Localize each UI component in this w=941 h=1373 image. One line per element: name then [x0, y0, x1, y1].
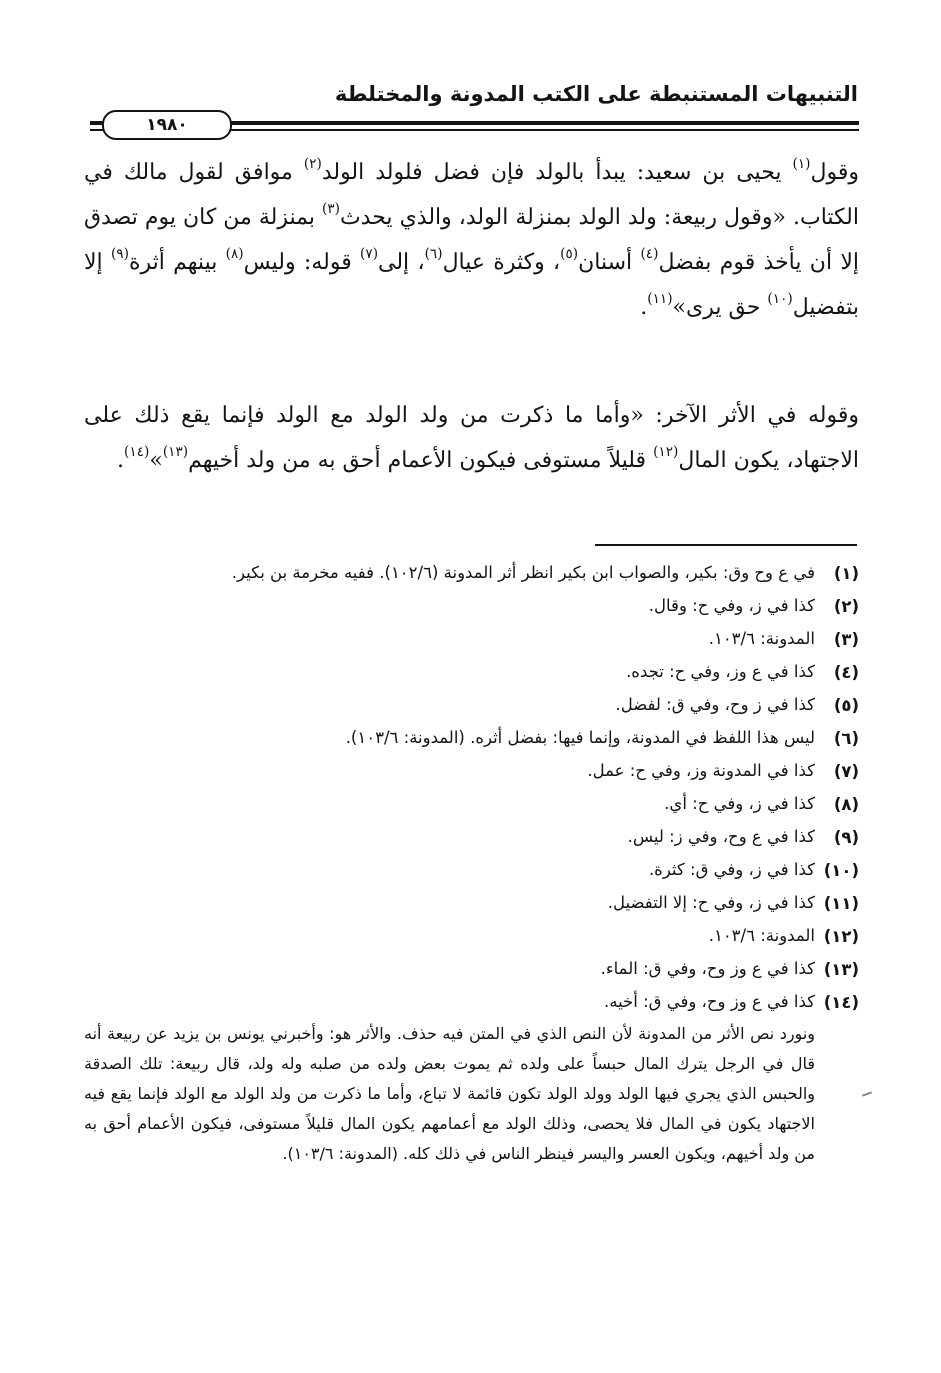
paragraph-1-text-run: .: [640, 295, 648, 320]
margin-mark: [862, 1091, 872, 1096]
paragraph-2-text-run: قليلاً مستوفى فيكون الأعمام أحق به من ولد أخيهم: [188, 448, 654, 473]
paragraph-1-footnote-ref: (١٠): [767, 291, 793, 308]
paragraph-2-footnote-ref: (١٢): [653, 444, 679, 461]
footnote-text: كذا في ع وز، وفي ح: تجده.: [626, 662, 815, 681]
paragraph-1-text-run: موافق لقول مالك في الكتاب. «وقول ربيعة: ولد الولد بمنزلة الولد، والذي يحدث: [84, 160, 860, 230]
footnote-number: (٦): [833, 729, 859, 748]
paragraph-2-text-run: »: [149, 448, 163, 473]
paragraph-1-footnote-ref: (١): [792, 156, 811, 173]
body-paragraph-1-text: [84, 150, 859, 330]
footnote-item: [84, 920, 859, 953]
paragraph-1-footnote-ref: (٤): [640, 246, 659, 263]
footnote-number: (٥): [833, 696, 859, 715]
paragraph-1-text-run: قوله: وليس: [243, 250, 361, 275]
footnote-number: (٣): [833, 630, 859, 649]
footnote-item: [84, 656, 859, 689]
paragraph-1-text-run: ، وكثرة عيال: [442, 250, 561, 275]
footnote-text: في ع وح وق: بكير، والصواب ابن بكير انظر أثر المدونة (١٠٢/٦). ففيه مخرمة بن بكير.: [231, 563, 815, 582]
footnote-text: كذا في ع وز وح، وفي ق: الماء.: [600, 959, 815, 978]
footnote-number: (١٣): [823, 960, 859, 979]
body-paragraph-2-text: [84, 393, 859, 483]
footnote-text: كذا في ع وز وح، وفي ق: أخيه.: [603, 992, 815, 1011]
running-header-title: التنبيهات المستنبطة على الكتب المدونة والمختلطة: [334, 82, 858, 106]
footnote-item: [84, 557, 859, 590]
paragraph-1-footnote-ref: (٦): [424, 246, 443, 263]
footnote-item: [84, 854, 859, 887]
footnote-text: المدونة: ١٠٣/٦.: [708, 926, 815, 945]
footnote-separator: [595, 544, 857, 546]
paragraph-2-text-run: وقوله في الأثر الآخر: «وأما ما ذكرت من ولد الولد مع الولد فإنما يقع ذلك على الاجتهاد، يكون المال: [84, 403, 859, 473]
footnote-number: (٨): [833, 795, 859, 814]
footnote-number: (٧): [833, 762, 859, 781]
paragraph-1-footnote-ref: (٩): [110, 246, 129, 263]
footnote-text: كذا في المدونة وز، وفي ح: عمل.: [587, 761, 815, 780]
body-paragraph-1: [84, 150, 859, 330]
footnote-number: (١٤): [823, 993, 859, 1012]
footnote-number: (١): [833, 564, 859, 583]
footnote-item: [84, 953, 859, 986]
paragraph-1-text-run: بينهم أثرة: [128, 250, 226, 275]
footnote-item: [84, 821, 859, 854]
paragraph-2-footnote-ref: (١٤): [124, 444, 150, 461]
footnote-item: [84, 689, 859, 722]
footnote-number: (٩): [833, 828, 859, 847]
paragraph-1-text-run: أسنان: [578, 250, 641, 275]
paragraph-1-footnote-ref: (٧): [360, 246, 379, 263]
footnote-text: ليس هذا اللفظ في المدونة، وإنما فيها: بفضل أثره. (المدونة: ١٠٣/٦).: [345, 728, 815, 747]
footnote-text: كذا في ز، وفي ح: إلا التفضيل.: [607, 893, 815, 912]
paragraph-2-footnote-ref: (١٣): [162, 444, 189, 461]
footnote-text: المدونة: ١٠٣/٦.: [708, 629, 815, 648]
footnote-text: كذا في ز وح، وفي ق: لفضل.: [615, 695, 815, 714]
footnote-number: (٤): [833, 663, 859, 682]
footnote-text: كذا في ز، وفي ق: كثرة.: [648, 860, 815, 879]
paragraph-1-text-run: بمنزلة من كان يوم تصدق إلا أن يأخذ قوم بفضل: [84, 205, 860, 275]
paragraph-1-text-run: يحيى بن سعيد: يبدأ بالولد فإن فضل فلولد الولد: [321, 160, 793, 185]
footnote-item: [84, 722, 859, 755]
paragraph-1-footnote-ref: (٣): [321, 201, 340, 218]
paragraph-1-footnote-ref: (٨): [225, 246, 244, 263]
footnote-item: [84, 788, 859, 821]
footnotes-section: [84, 557, 859, 1169]
paragraph-2-text-run: .: [117, 448, 125, 473]
footnote-number: (١٢): [823, 927, 859, 946]
paragraph-1-text-run: ، إلى: [378, 250, 425, 275]
footnote-item: [84, 887, 859, 920]
footnote-number: (١٠): [823, 861, 859, 880]
paragraph-1-footnote-ref: (٢): [303, 156, 322, 173]
page-number-badge: ١٩٨٠: [102, 110, 232, 140]
footnote-14-continuation: ونورد نص الأثر من المدونة لأن النص الذي في المتن فيه حذف. والأثر هو: وأخبرني يونس بن يزيد عن ربيعة أنه قال في الرجل يترك المال حبساً على ولده ثم يموت بعض ولده من صلبه وله ولد، قال ربيعة: تلك الصدقة والحبس الذي يجري فيها الولد وولد الولد تكون قائمة لا تباع، وأما ما ذكرت من ولد الولد مع الولد فإنما يقع فيه الاجتهاد يكون في المال فلا يحصى، وذلك الولد مع أعمامهم يكون المال قليلاً مستوفى، فيكون الأعمام أحق به من ولد أخيهم، ويكون العسر واليسر فينظر الناس في ذلك كله. (المدونة: ١٠٣/٦).: [84, 1024, 815, 1163]
footnote-text: كذا في ز، وفي ح: وقال.: [648, 596, 815, 615]
body-paragraph-2: [84, 393, 859, 483]
footnote-number: (٢): [833, 597, 859, 616]
footnote-item: [84, 986, 859, 1019]
footnote-text: كذا في ع وح، وفي ز: ليس.: [627, 827, 815, 846]
footnote-list: [84, 557, 859, 1019]
paragraph-1-footnote-ref: (١١): [647, 291, 673, 308]
footnote-item: [84, 590, 859, 623]
footnote-item: [84, 755, 859, 788]
footnote-text: كذا في ز، وفي ح: أي.: [664, 794, 815, 813]
paragraph-1-text-run: إلا بتفضيل: [84, 250, 859, 320]
footnote-item: [84, 623, 859, 656]
footnote-number: (١١): [823, 894, 859, 913]
paragraph-1-footnote-ref: (٥): [560, 246, 579, 263]
paragraph-1-text-run: حق يرى»: [672, 295, 768, 320]
paragraph-1-text-run: وقول: [810, 160, 859, 185]
